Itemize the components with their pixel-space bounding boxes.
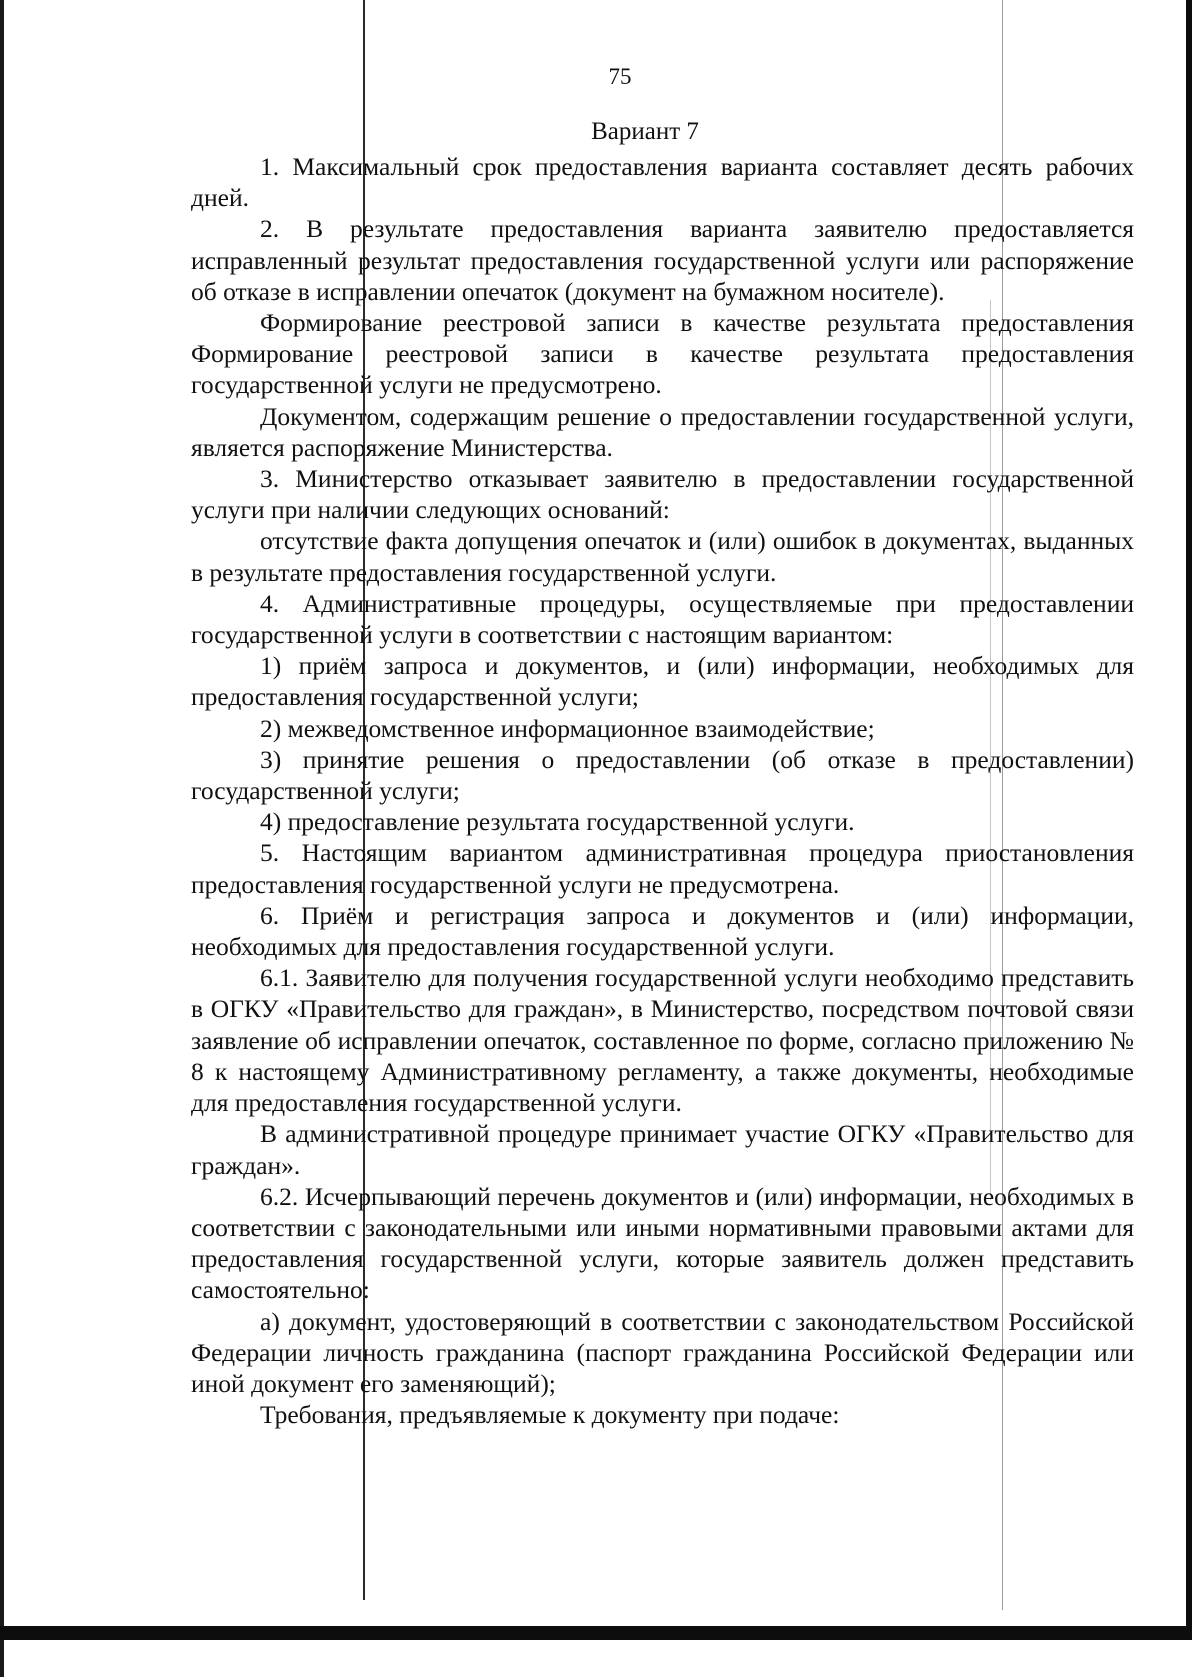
paragraph: 6. Приём и регистрация запроса и документов и (или) информации, необходимых для предоставления государственной услуги.: [191, 900, 1134, 962]
paragraph: 5. Настоящим вариантом административная процедура приостановления предоставления государственной услуги не предусмотрена.: [191, 838, 1134, 899]
paragraph: 1. Максимальный срок предоставления варианта составляет десять рабочих дней.: [191, 152, 1134, 213]
paragraph: 2. В результате предоставления варианта заявителю предоставляется исправленный результат предоставления государственной услуги или распоряжение об отказе в исправлении опечаток (документ на бумажном носителе).: [191, 214, 1134, 306]
paragraph: 4. Административные процедуры, осуществляемые при предоставлении государственной услуги в соответствии с настоящим вариантом:: [191, 588, 1134, 650]
paragraph: В административной процедуре принимает участие ОГКУ «Правительство для граждан».: [191, 1119, 1134, 1180]
paragraph: Формирование реестровой записи в качестве результата предоставления Формирование реестровой записи в качестве результата предоставления государственной услуги не предусмотрено.: [191, 308, 1134, 400]
scan-right-edge: [1186, 0, 1192, 1640]
scan-bottom-edge: [0, 1626, 1192, 1640]
scan-left-edge: [0, 0, 4, 1677]
paragraph: 6.2. Исчерпывающий перечень документов и (или) информации, необходимых в соответствии с законодательными или иными нормативными правовыми актами для предоставления государственной услуги, которые заявитель должен представить самостоятельно:: [191, 1181, 1134, 1305]
paragraph: Документом, содержащим решение о предоставлении государственной услуги, является распоряжение Министерства.: [191, 401, 1134, 462]
document-body: [191, 151, 1134, 1430]
list-item: 4) предоставление результата государственной услуги.: [260, 807, 855, 837]
paragraph: отсутствие факта допущения опечаток и (или) ошибок в документах, выданных в результате предоставления государственной услуги.: [191, 526, 1134, 587]
page-number: 75: [608, 64, 632, 89]
paragraph: Требования, предъявляемые к документу при подаче:: [260, 1400, 840, 1430]
paragraph: 3. Министерство отказывает заявителю в предоставлении государственной услуги при наличии следующих оснований:: [191, 464, 1134, 525]
list-item: 1) приём запроса и документов, и (или) информации, необходимых для предоставления государственной услуги;: [191, 651, 1134, 712]
list-item: а) документ, удостоверяющий в соответствии с законодательством Российской Федерации личность гражданина (паспорт гражданина Российской Федерации или иной документ его заменяющий);: [191, 1306, 1134, 1398]
list-item: 3) принятие решения о предоставлении (об отказе в предоставлении) государственной услуги;: [191, 744, 1134, 806]
page-title: Вариант 7: [591, 118, 699, 145]
list-item: 2) межведомственное информационное взаимодействие;: [260, 713, 875, 743]
paragraph: 6.1. Заявителю для получения государственной услуги необходимо представить в ОГКУ «Правительство для граждан», в Министерство, посредством почтовой связи заявление об исправлении опечаток, составленное по форме, согласно приложению № 8 к настоящему Административному регламенту, а также документы, необходимые для предоставления государственной услуги.: [191, 963, 1134, 1118]
